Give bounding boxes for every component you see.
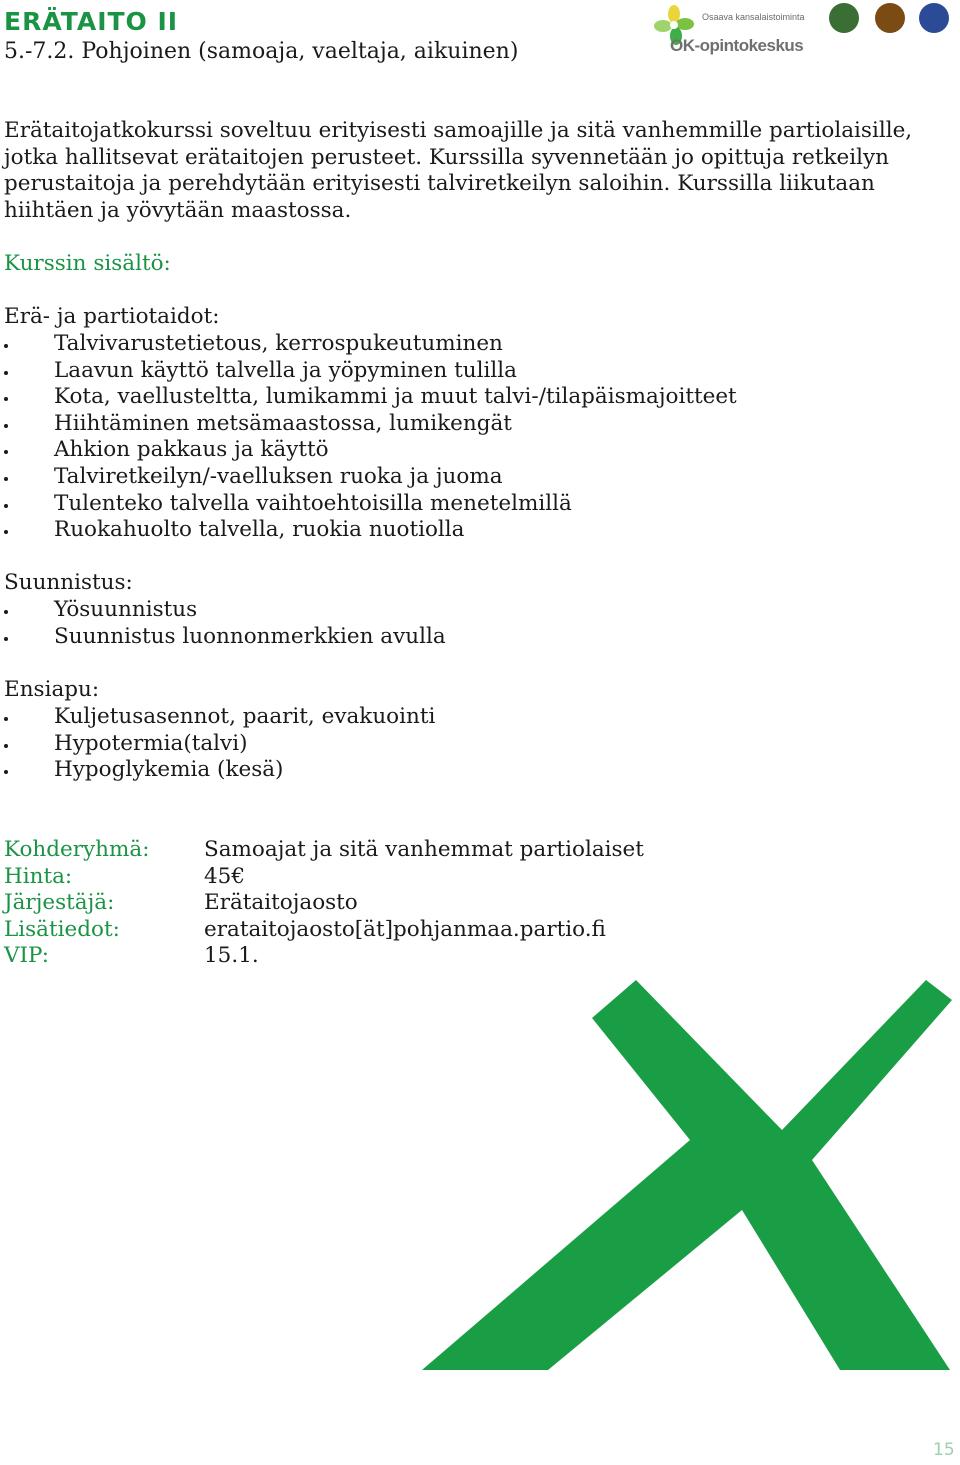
info-value: 45€ (204, 863, 246, 889)
blue-dot (919, 3, 949, 33)
section-title-ensiapu: Ensiapu: (4, 677, 100, 702)
list-item: Talvivarustetietous, kerrospukeutuminen (0, 331, 737, 358)
info-label: Lisätiedot: (4, 916, 120, 942)
course-dates-subtitle: 5.-7.2. Pohjoinen (samoaja, vaeltaja, aikuinen) (4, 39, 519, 64)
logo-wordmark: OK-opintokeskus (670, 36, 804, 55)
info-row (4, 837, 644, 864)
ok-opintokeskus-logo (648, 2, 818, 62)
list-item: Yösuunnistus (0, 597, 446, 624)
info-row (4, 917, 644, 944)
info-value: Erätaitojaosto (204, 890, 358, 916)
list-item: Talviretkeilyn/-vaelluksen ruoka ja juoma (0, 464, 737, 491)
info-label: VIP: (4, 943, 49, 969)
info-row (4, 864, 644, 891)
green-x-tent-icon (420, 980, 952, 1375)
green-dot (829, 3, 859, 33)
content-heading: Kurssin sisältö: (4, 251, 171, 276)
section-title-era: Erä- ja partiotaidot: (4, 304, 220, 329)
info-row (4, 890, 644, 917)
page-title: ERÄTAITO II (4, 7, 179, 36)
list-suunnistus (0, 597, 446, 650)
info-value: 15.1. (204, 943, 259, 969)
list-item: Kuljetusasennot, paarit, evakuointi (0, 704, 435, 731)
list-item: Ahkion pakkaus ja käyttö (0, 437, 737, 464)
brown-dot (875, 3, 905, 33)
list-item: Hypoglykemia (kesä) (0, 757, 435, 784)
info-label: Hinta: (4, 863, 73, 889)
list-era (0, 331, 737, 544)
list-item: Hiihtäminen metsämaastossa, lumikengät (0, 411, 737, 438)
list-item: Tulenteko talvella vaihtoehtoisilla menetelmillä (0, 491, 737, 518)
intro-paragraph: Erätaitojatkokurssi soveltuu erityisesti samoajille ja sitä vanhemmille partiolaisille, jotka hallitsevat erätaitojen perusteet. Kurssilla syvennetään jo opittuja retkeilyn perustaitoja ja perehdytään erityisesti talviretkeilyn saloihin. Kurssilla liikutaan hiihtäen ja yövytään maastossa. (4, 118, 913, 223)
page-number: 15 (933, 1440, 955, 1460)
list-item: Kota, vaellusteltta, lumikammi ja muut talvi-/tilapäismajoitteet (0, 384, 737, 411)
list-item: Ruokahuolto talvella, ruokia nuotiolla (0, 517, 737, 544)
info-label: Järjestäjä: (4, 890, 115, 916)
list-ensiapu (0, 704, 435, 784)
course-info (4, 837, 644, 970)
info-label: Kohderyhmä: (4, 837, 150, 862)
logo-tagline: Osaava kansalaistoiminta (702, 12, 805, 22)
list-item: Suunnistus luonnonmerkkien avulla (0, 624, 446, 651)
list-item: Hypotermia(talvi) (0, 731, 435, 758)
info-value: Samoajat ja sitä vanhemmat partiolaiset (204, 837, 644, 862)
section-title-suunnistus: Suunnistus: (4, 570, 133, 595)
list-item: Laavun käyttö talvella ja yöpyminen tulilla (0, 358, 737, 385)
info-row (4, 943, 644, 970)
info-value: erataitojaosto[ät]pohjanmaa.partio.fi (204, 916, 606, 942)
